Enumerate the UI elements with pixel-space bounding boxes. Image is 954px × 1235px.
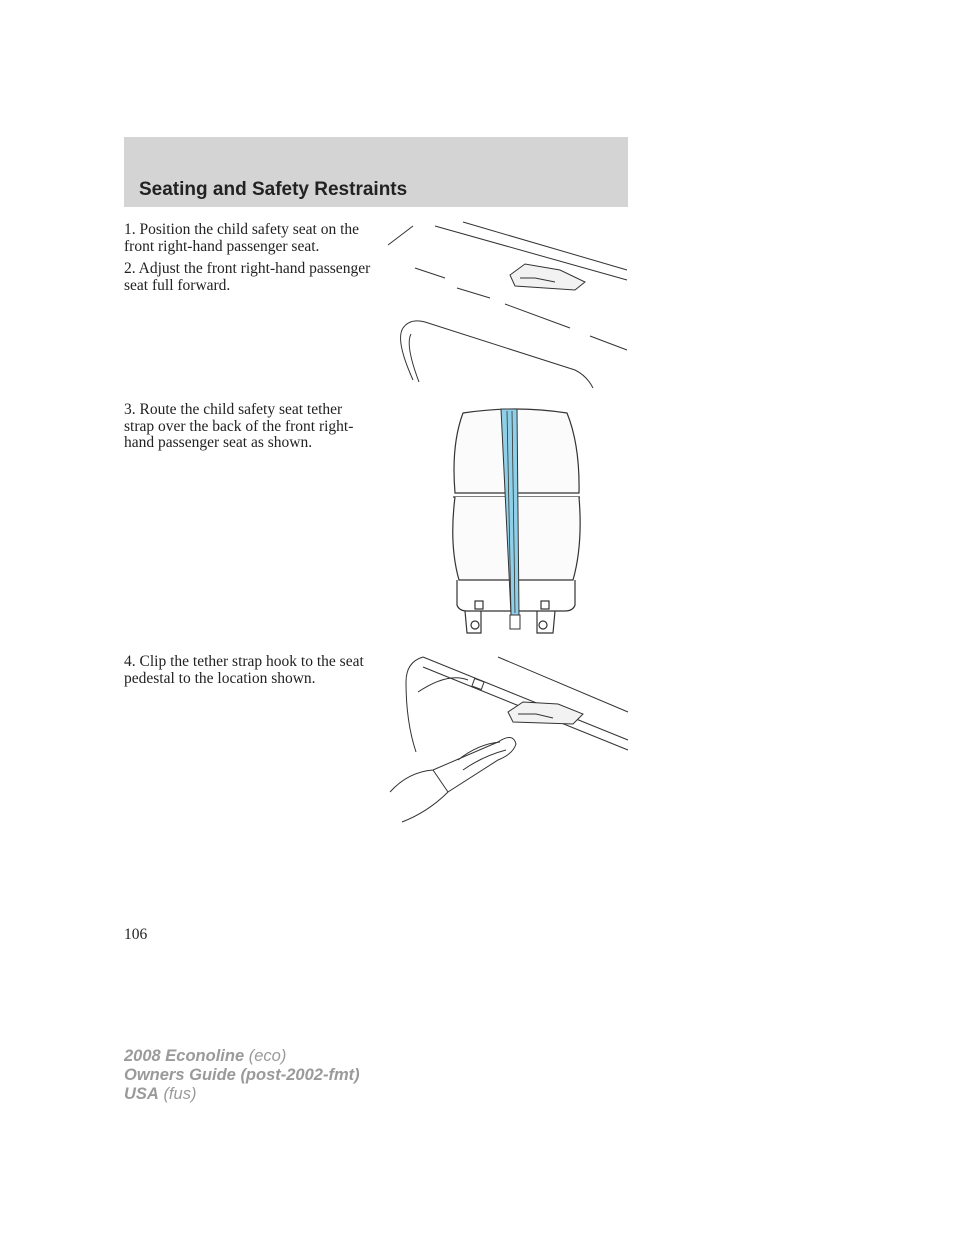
footer-model: 2008 Econoline [124, 1047, 245, 1065]
footer-region-code: (fus) [163, 1085, 197, 1103]
page-number: 106 [124, 926, 148, 943]
figure-seat-tether-routed [445, 405, 585, 640]
footer-region: USA [124, 1085, 159, 1103]
footer-doc-info [124, 1047, 360, 1104]
step-2-text: 2. Adjust the front right-hand passenger seat full forward. [124, 260, 371, 294]
step-4-text: 4. Clip the tether strap hook to the seat pedestal to the location shown. [124, 653, 364, 687]
figure-tether-hook-clipped [388, 652, 630, 824]
section-header-band [124, 137, 628, 207]
step-1-text: 1. Position the child safety seat on the front right-hand passenger seat. [124, 221, 360, 255]
section-title: Seating and Safety Restraints [139, 179, 408, 200]
figure-seat-pedestal-anchor [385, 220, 630, 390]
footer-model-code: (eco) [248, 1047, 287, 1065]
step-3-text: 3. Route the child safety seat tether strap over the back of the front right-hand passenger seat as shown. [124, 401, 354, 451]
footer-guide: Owners Guide (post-2002-fmt) [124, 1066, 360, 1084]
